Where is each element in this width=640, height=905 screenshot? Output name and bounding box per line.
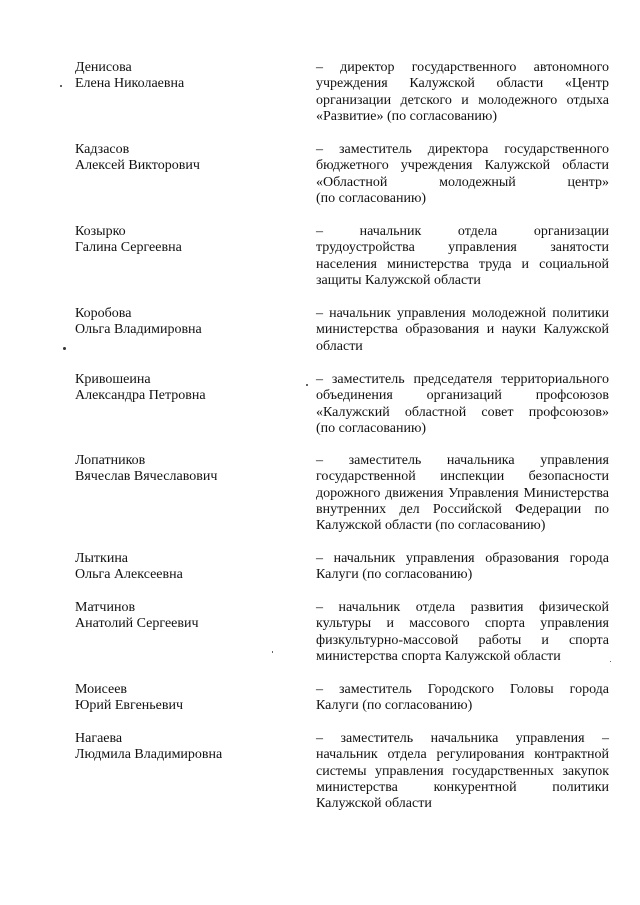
member-name — [75, 142, 285, 175]
position-line: Калужской области (по согласованию) — [316, 518, 546, 534]
position-line: министерства конкурентной политики — [316, 779, 609, 795]
position-line: – директор государственного автономного — [316, 60, 609, 75]
member-given-names: Алексей Викторович — [75, 158, 200, 174]
scan-speck — [272, 651, 273, 653]
member-position — [316, 600, 609, 665]
position-line: Калужской области — [316, 796, 432, 812]
member-given-names: Анатолий Сергеевич — [75, 616, 199, 632]
position-line: – заместитель Городского Головы города — [316, 682, 609, 697]
member-surname: Кривошеина — [75, 372, 151, 387]
member-given-names: Людмила Владимировна — [75, 747, 223, 763]
member-given-names: Вячеслав Вячеславович — [75, 469, 218, 485]
member-name — [75, 731, 285, 764]
member-name — [75, 551, 285, 584]
member-given-names: Елена Николаевна — [75, 76, 185, 92]
position-line: – заместитель начальника управления – — [316, 731, 609, 746]
position-line: системы управления государственных закупок — [316, 763, 609, 779]
member-position — [316, 60, 609, 125]
member-surname: Нагаева — [75, 731, 123, 746]
position-line: – начальник управления образования города — [316, 551, 609, 566]
member-name — [75, 453, 285, 486]
scan-speck — [60, 85, 62, 87]
member-surname: Матчинов — [75, 600, 136, 615]
position-line: защиты Калужской области — [316, 272, 481, 288]
member-name — [75, 306, 285, 339]
position-line: – начальник отдела организации — [316, 224, 609, 239]
position-line: области — [316, 338, 363, 354]
position-line: бюджетного учреждения Калужской области — [316, 158, 609, 174]
member-given-names: Галина Сергеевна — [75, 240, 182, 256]
member-surname: Коробова — [75, 306, 132, 321]
member-surname: Лопатников — [75, 453, 146, 468]
position-line: «Областной молодежный центр» — [316, 174, 609, 190]
position-line: дорожного движения Управления Министерства — [316, 485, 609, 501]
position-line: физкультурно-массовой работы и спорта — [316, 632, 609, 648]
member-given-names: Александра Петровна — [75, 388, 206, 404]
member-surname: Кадзасов — [75, 142, 130, 157]
member-position — [316, 453, 609, 534]
position-line: министерства спорта Калужской области — [316, 648, 561, 664]
member-given-names: Ольга Алексеевна — [75, 567, 183, 583]
position-line: – начальник отдела развития физической — [316, 600, 609, 615]
position-line: объединения организаций профсоюзов — [316, 388, 609, 404]
position-line: «Калужский областной совет профсоюзов» — [316, 404, 609, 420]
position-line: (по согласованию) — [316, 190, 427, 206]
position-line: министерства образования и науки Калужской — [316, 322, 609, 338]
position-line: внутренних дел Российской Федерации по — [316, 501, 609, 517]
member-position — [316, 372, 609, 437]
scan-speck — [306, 384, 308, 386]
member-position — [316, 731, 609, 812]
member-name — [75, 60, 285, 93]
member-position — [316, 306, 609, 355]
member-name — [75, 600, 285, 633]
position-line: организации детского и молодежного отдыха — [316, 92, 609, 108]
member-name — [75, 372, 285, 405]
position-line: начальник отдела регулирования контрактной — [316, 747, 609, 763]
member-surname: Лыткина — [75, 551, 129, 566]
scan-speck — [610, 661, 611, 662]
member-given-names: Юрий Евгеньевич — [75, 698, 184, 714]
member-name — [75, 682, 285, 715]
position-line: Калуги (по согласованию) — [316, 698, 473, 714]
position-line: государственной инспекции безопасности — [316, 469, 609, 485]
member-surname: Денисова — [75, 60, 132, 75]
member-surname: Моисеев — [75, 682, 128, 697]
member-name — [75, 224, 285, 257]
position-line: (по согласованию) — [316, 420, 427, 436]
member-position — [316, 142, 609, 207]
position-line: – заместитель начальника управления — [316, 453, 609, 468]
position-line: – заместитель директора государственного — [316, 142, 609, 157]
scan-speck — [63, 347, 66, 350]
member-surname: Козырко — [75, 224, 126, 239]
position-line: «Развитие» (по согласованию) — [316, 108, 498, 124]
member-position — [316, 682, 609, 715]
member-position — [316, 224, 609, 289]
member-given-names: Ольга Владимировна — [75, 322, 202, 338]
position-line: Калуги (по согласованию) — [316, 567, 473, 583]
position-line: учреждения Калужской области «Центр — [316, 76, 609, 92]
position-line: культуры и массового спорта управления — [316, 616, 609, 632]
member-position — [316, 551, 609, 584]
position-line: – начальник управления молодежной политики — [316, 306, 609, 321]
position-line: трудоустройства управления занятости — [316, 240, 609, 256]
position-line: населения министерства труда и социальной — [316, 256, 609, 272]
position-line: – заместитель председателя территориального — [316, 372, 609, 387]
